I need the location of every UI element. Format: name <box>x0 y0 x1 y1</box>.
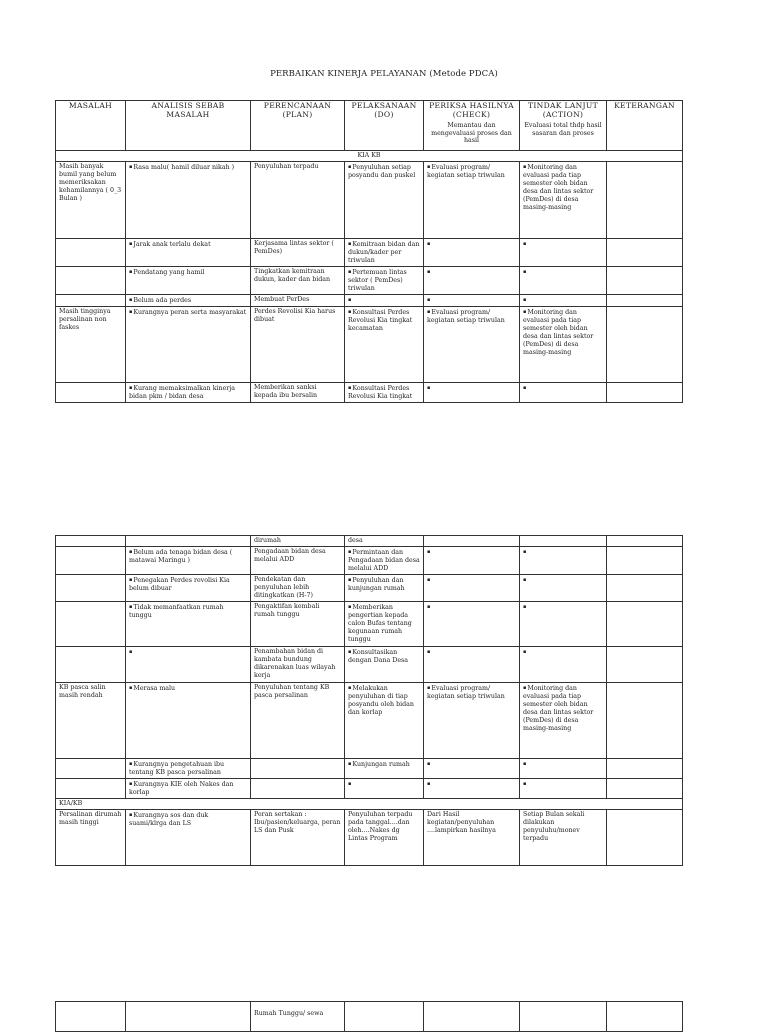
cell-masalah <box>56 779 126 799</box>
cell-keterangan <box>607 239 683 267</box>
cell-keterangan <box>607 779 683 799</box>
cell-sebab: ▪ Kurang memaksimalkan kinerja bidan pkm / bidan desa <box>126 383 251 403</box>
cell-do <box>345 779 424 799</box>
cell-do: ▪ Kemitraan bidan dan dukun/kader per triwulan <box>345 239 424 267</box>
table-row <box>56 547 683 575</box>
header-action: TINDAK LANJUT (ACTION) Evaluasi total thdp hasil sasaran dan proses <box>520 101 607 151</box>
section-label: KIA KB <box>56 151 683 162</box>
cell-masalah <box>56 239 126 267</box>
cell-plan: Peran sertakan : Ibu/pasien/keluarga, peran LS dan Pusk <box>251 810 345 866</box>
table-row <box>56 779 683 799</box>
cell-do: ▪ Permintaan dan Pengadaan bidan desa melalui ADD <box>345 547 424 575</box>
table-row <box>56 239 683 267</box>
section-row <box>56 799 683 810</box>
cell-do: ▪ Konsultasi Perdes Revolusi Kia tingkat kecamatan <box>345 307 424 383</box>
cell-action <box>520 1002 607 1032</box>
document-title: PERBAIKAN KINERJA PELAYANAN (Metode PDCA) <box>270 69 498 79</box>
cell-do: ▪ Penyuluhan setiap posyandu dan puskel <box>345 162 424 239</box>
cell-action <box>520 295 607 307</box>
cell-plan: Memberikan sanksi kepada ibu bersalin <box>251 383 345 403</box>
cell-sebab: ▪ Tidak memanfaatkan rumah tunggu <box>126 602 251 647</box>
cell-plan: Perdes Revolisi Kia harus dibuat <box>251 307 345 383</box>
pdca-table-page-3 <box>55 1001 683 1032</box>
pdca-table-page-1 <box>55 100 683 403</box>
cell-masalah: Persalinan dirumah masih tinggi <box>56 810 126 866</box>
cell-keterangan <box>607 162 683 239</box>
cell-sebab: ▪ Pendatang yang hamil <box>126 267 251 295</box>
cell-masalah <box>56 295 126 307</box>
cell-plan <box>251 759 345 779</box>
cell-masalah <box>56 759 126 779</box>
cell-plan: Membuat PerDes <box>251 295 345 307</box>
cell-action <box>520 602 607 647</box>
cell-sebab: ▪ Kurangnya pengetahuan ibu tentang KB pasca persalinan <box>126 759 251 779</box>
cell-masalah <box>56 1002 126 1032</box>
cell-do: Penyuluhan terpadu pada tanggal....dan oleh....Nakes dg Lintas Program <box>345 810 424 866</box>
table-row <box>56 267 683 295</box>
cell-check <box>424 779 520 799</box>
cell-check <box>424 759 520 779</box>
cell-masalah <box>56 536 126 547</box>
cell-check <box>424 267 520 295</box>
cell-action <box>520 647 607 683</box>
cell-do: ▪ Konsultasi Perdes Revolusi Kia tingkat <box>345 383 424 403</box>
cell-check: ▪ Evaluasi program/ kegiatan setiap triwulan <box>424 683 520 759</box>
cell-do: desa <box>345 536 424 547</box>
cell-sebab: ▪ Belum ada tenaga bidan desa ( matawai Maringu ) <box>126 547 251 575</box>
cell-check <box>424 536 520 547</box>
cell-action <box>520 383 607 403</box>
cell-sebab: ▪ Kurangnya peran serta masyarakat <box>126 307 251 383</box>
cell-plan: Penyuluhan tentang KB pasca persalinan <box>251 683 345 759</box>
section-row <box>56 151 683 162</box>
cell-check <box>424 575 520 602</box>
cell-plan: Kerjasama lintas sektor ( PemDes) <box>251 239 345 267</box>
table-row <box>56 683 683 759</box>
cell-sebab: ▪ Penegakan Perdes revolisi Kia belum dibuar <box>126 575 251 602</box>
cell-action <box>520 575 607 602</box>
cell-masalah: Masih banyak bumil yang belum memeriksakan kehamilannya ( 0_3 Bulan ) <box>56 162 126 239</box>
cell-sebab <box>126 536 251 547</box>
header-check: PERIKSA HASILNYA (CHECK) Memantau dan mengevaluasi proses dan hasil <box>424 101 520 151</box>
cell-keterangan <box>607 295 683 307</box>
cell-keterangan <box>607 547 683 575</box>
cell-sebab: ▪ Belum ada perdes <box>126 295 251 307</box>
cell-masalah <box>56 383 126 403</box>
cell-sebab <box>126 647 251 683</box>
cell-check <box>424 239 520 267</box>
cell-action <box>520 239 607 267</box>
cell-check: ▪ Evaluasi program/ kegiatan setiap triwulan <box>424 162 520 239</box>
cell-masalah <box>56 547 126 575</box>
cell-sebab: ▪ Rasa malu( hamil diluar nikah ) <box>126 162 251 239</box>
cell-check <box>424 647 520 683</box>
cell-action <box>520 547 607 575</box>
cell-plan: Pendekatan dan penyuluhan lebih ditingkatkan (H-7) <box>251 575 345 602</box>
cell-check <box>424 295 520 307</box>
table-row <box>56 307 683 383</box>
cell-masalah: KB pasca salin masih rendah <box>56 683 126 759</box>
cell-plan: Rumah Tunggu/ sewa <box>251 1002 345 1032</box>
cell-do: ▪ Penyuluhan dan kunjungan rumah <box>345 575 424 602</box>
cell-check: ▪ Evaluasi program/ kegiatan setiap triwulan <box>424 307 520 383</box>
cell-keterangan <box>607 267 683 295</box>
cell-action: Setiap Bulan sekali dilakukan penyuluhu/monev terpadu <box>520 810 607 866</box>
cell-masalah <box>56 575 126 602</box>
cell-keterangan <box>607 683 683 759</box>
table-row <box>56 295 683 307</box>
header-keterangan: KETERANGAN <box>607 101 683 151</box>
cell-keterangan <box>607 383 683 403</box>
cell-sebab: ▪ Kurangnya sos dan duk suami/klrga dan LS <box>126 810 251 866</box>
cell-masalah: Masih tingginya persalinan non faskes <box>56 307 126 383</box>
cell-do: ▪ Konsultasikan dengan Dana Desa <box>345 647 424 683</box>
cell-masalah <box>56 602 126 647</box>
cell-do: ▪ Memberikan pengertian kepada calon Bufas tentang kegunaan rumah tunggu <box>345 602 424 647</box>
cell-action <box>520 267 607 295</box>
cell-plan: Penyuluhan terpadu <box>251 162 345 239</box>
table-row <box>56 810 683 866</box>
cell-action: ▪ Monitoring dan evaluasi pada tiap semester oleh bidan desa dan lintas sektor (PemDes) di desa masing-masing <box>520 683 607 759</box>
cell-do: ▪ Kunjungan rumah <box>345 759 424 779</box>
cell-check <box>424 547 520 575</box>
cell-sebab: ▪ Kurangnya KIE oleh Nakes dan korlap <box>126 779 251 799</box>
header-plan: PERENCANAAN (PLAN) <box>251 101 345 151</box>
cell-check <box>424 383 520 403</box>
header-masalah: MASALAH <box>56 101 126 151</box>
cell-keterangan <box>607 307 683 383</box>
cell-masalah <box>56 647 126 683</box>
section-label: KIA/KB <box>56 799 683 810</box>
header-do: PELAKSANAAN (DO) <box>345 101 424 151</box>
cell-do <box>345 1002 424 1032</box>
cell-keterangan <box>607 602 683 647</box>
table-row <box>56 759 683 779</box>
cell-keterangan <box>607 536 683 547</box>
cell-action <box>520 759 607 779</box>
cell-check <box>424 1002 520 1032</box>
cell-keterangan <box>607 1002 683 1032</box>
cell-plan <box>251 779 345 799</box>
header-analisis: ANALISIS SEBAB MASALAH <box>126 101 251 151</box>
table-row <box>56 1002 683 1032</box>
cell-sebab: ▪ Jarak anak terlalu dekat <box>126 239 251 267</box>
table-row <box>56 162 683 239</box>
table-row <box>56 536 683 547</box>
cell-check <box>424 602 520 647</box>
cell-plan: Penambahan bidan di kambata bundung dikarenakan luas wilayah kerja <box>251 647 345 683</box>
cell-sebab <box>126 1002 251 1032</box>
cell-keterangan <box>607 647 683 683</box>
cell-do: ▪ Pertemuan lintas sektor ( PemDes) triwulan <box>345 267 424 295</box>
pdca-table-page-2 <box>55 535 683 866</box>
cell-do: ▪ Melakukan penyuluhan di tiap posyandu oleh bidan dan korlap <box>345 683 424 759</box>
cell-action <box>520 536 607 547</box>
cell-masalah <box>56 267 126 295</box>
cell-keterangan <box>607 575 683 602</box>
cell-sebab: ▪ Merasa malu <box>126 683 251 759</box>
cell-action: ▪ Monitoring dan evaluasi pada tiap semester oleh bidan desa dan lintas sektor (PemDes) di desa masing-masing <box>520 162 607 239</box>
table-row <box>56 602 683 647</box>
table-row <box>56 383 683 403</box>
cell-plan: Pengaktifan kembali rumah tunggu <box>251 602 345 647</box>
cell-check: Dari Hasil kegiatan/penyuluhan ....lampirkan hasilnya <box>424 810 520 866</box>
cell-action: ▪ Monitoring dan evaluasi pada tiap semester oleh bidan desa dan lintas sektor (PemDes) di desa masing-masing <box>520 307 607 383</box>
cell-keterangan <box>607 759 683 779</box>
table-row <box>56 647 683 683</box>
cell-plan: dirumah <box>251 536 345 547</box>
cell-plan: Pengadaan bidan desa melalui ADD <box>251 547 345 575</box>
table-row <box>56 575 683 602</box>
cell-plan: Tingkatkan kemitraan dukun, kader dan bidan <box>251 267 345 295</box>
cell-keterangan <box>607 810 683 866</box>
cell-do <box>345 295 424 307</box>
header-row <box>56 101 683 151</box>
cell-action <box>520 779 607 799</box>
